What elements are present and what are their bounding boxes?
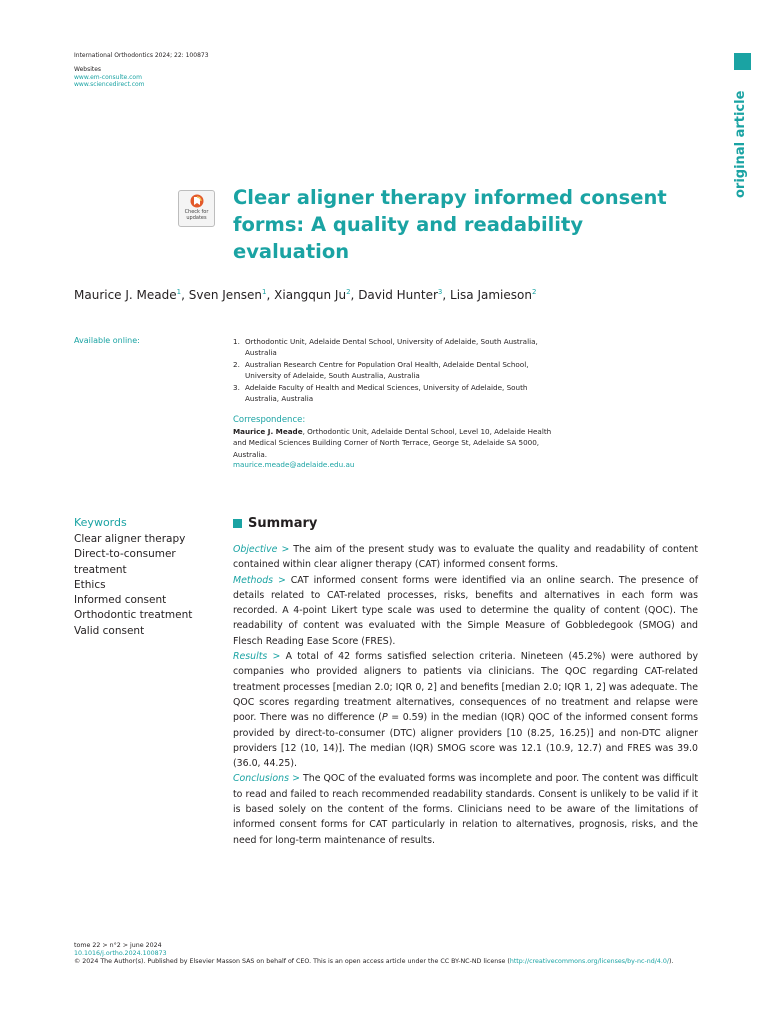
- affiliation-item: 2. Australian Research Centre for Population Oral Health, Adelaide Dental School, University of Adelaide, South Australia, Australia: [233, 359, 529, 381]
- author-name: David Hunter: [358, 288, 438, 302]
- author-affiliation-mark: 3: [437, 288, 443, 296]
- keyword-item: Ethics: [74, 578, 106, 591]
- affiliations-list: [233, 336, 563, 404]
- summary-results: Results > A total of 42 forms satisfied selection criteria. Nineteen (45.2%) were authored by companies who provided aligners to patients via clinicians. The QOC regarding CAT-related treatment processes [median 2.0; IQR 0, 2] and benefits [median 2.0; IQR 1, 2] was adequate. The QOC scores regarding treatment alternatives, consequences of no treatment and relapse were poor. There was no difference (P = 0.59) in the median (IQR) QOC of the informed consent forms provided by direct-to-consumer (DTC) aligner providers [10 (8.25, 16.25)] and non-DTC aligner providers [12 (10, 14)]. The median (IQR) SMOG score was 12.1 (10.9, 12.7) and FRES was 39.0 (36.0, 44.25).: [233, 651, 699, 770]
- summary-heading: [233, 516, 317, 531]
- journal-reference: International Orthodontics 2024; 22: 100873: [74, 52, 209, 59]
- website-link-sciencedirect[interactable]: www.sciencedirect.com: [74, 81, 145, 88]
- author-affiliation-mark: 2: [531, 288, 537, 296]
- keyword-item: Valid consent: [74, 624, 145, 637]
- keyword-item: Direct-to-consumer treatment: [74, 548, 176, 576]
- available-online-label: Available online:: [74, 336, 140, 345]
- correspondence-label: Correspondence:: [233, 415, 306, 425]
- doi-link[interactable]: 10.1016/j.ortho.2024.100873: [74, 950, 167, 958]
- websites-label: Websites: [74, 66, 102, 73]
- author-affiliation-mark: 1: [262, 288, 267, 296]
- check-for-updates-text: Check for updates: [184, 209, 209, 221]
- websites-block: [74, 66, 145, 89]
- check-for-updates-badge[interactable]: [178, 190, 215, 227]
- keyword-item: Informed consent: [74, 594, 167, 607]
- author-name: Xiangqun Ju: [274, 288, 347, 302]
- bookmark-icon: [189, 194, 205, 208]
- summary-objective: Objective > The aim of the present study was to evaluate the quality and readability of content contained within clear aligner therapy (CAT) informed consent forms.: [233, 544, 699, 571]
- page-footer: [74, 942, 714, 967]
- author-affiliation-mark: 1: [176, 288, 182, 296]
- side-tab-marker: [734, 53, 751, 70]
- license-statement: © 2024 The Author(s). Published by Elsevier Masson SAS on behalf of CEO. This is an open access article under the CC BY-NC-ND license (http://creativecommons.org/licenses/by-nc-nd/4.0/).: [74, 958, 674, 966]
- correspondence-address: Maurice J. Meade, Orthodontic Unit, Adelaide Dental School, Level 10, Adelaide Health and Medical Sciences Building Corner of North Terrace, George St, Adelaide SA 5000, Australia.: [233, 427, 552, 459]
- website-link-emconsulte[interactable]: www.em-consulte.com: [74, 73, 142, 81]
- author-affiliation-mark: 2: [346, 288, 351, 296]
- author-list: Maurice J. Meade$^1$, Sven Jensen$^1$, Xiangqun Ju$^2$, David Hunter$^3$, Lisa Jamieson$^2$: [74, 288, 537, 302]
- article-type-label: original article: [733, 90, 748, 198]
- affiliation-item: 1. Orthodontic Unit, Adelaide Dental School, University of Adelaide, South Australia, Australia: [233, 337, 538, 358]
- author-name: Lisa Jamieson: [450, 288, 532, 302]
- keyword-item: Clear aligner therapy: [74, 533, 186, 545]
- keywords-list: [74, 532, 204, 639]
- issue-info: tome 22 > n°2 > june 2024: [74, 942, 162, 949]
- summary-marker: [233, 519, 242, 528]
- summary-title: Summary: [248, 516, 318, 531]
- summary-methods: Methods > CAT informed consent forms were identified via an online search. The presence of details related to CAT-related processes, risks, benefits and alternatives in each form was recorded. A 4-point Likert type scale was used to determine the quality of content (QOC). The readability of content was evaluated with the Simple Measure of Gobbledegook (SMOG) and Flesch Reading Ease Score (FRES).: [233, 574, 699, 647]
- keyword-item: Orthodontic treatment: [74, 609, 193, 622]
- summary-body: [233, 542, 698, 848]
- summary-conclusions: Conclusions > The QOC of the evaluated forms was incomplete and poor. The content was difficult to read and failed to reach recommended readability standards. Consent is unlikely to be valid if it is based solely on the content of the forms. Clinicians need to be aware of the limitations of informed consent forms for CAT particularly in relation to alternatives, prognosis, risks, and the need for long-term maintenance of results.: [233, 773, 699, 846]
- author-name: Maurice J. Meade: [74, 288, 177, 302]
- author-name: Sven Jensen: [188, 288, 263, 302]
- affiliation-item: 3. Adelaide Faculty of Health and Medical Sciences, University of Adelaide, South Australia, Australia: [233, 382, 528, 404]
- article-title: Clear aligner therapy informed consent forms: A quality and readability evaluation: [233, 186, 667, 263]
- license-link[interactable]: http://creativecommons.org/licenses/by-nc-nd/4.0/: [509, 958, 669, 966]
- correspondence-email-link[interactable]: maurice.meade@adelaide.edu.au: [233, 460, 355, 469]
- keywords-heading: Keywords: [74, 516, 127, 529]
